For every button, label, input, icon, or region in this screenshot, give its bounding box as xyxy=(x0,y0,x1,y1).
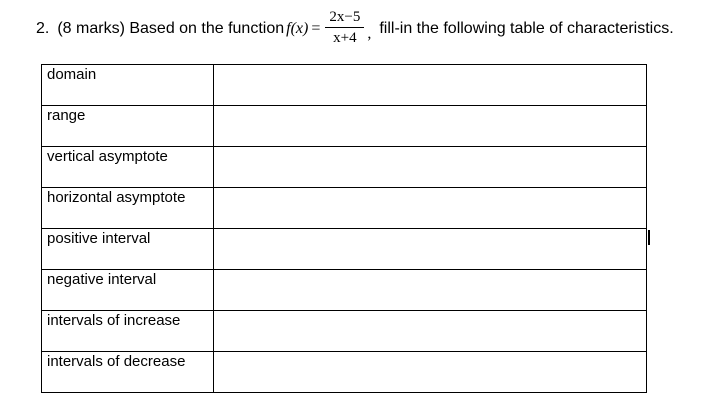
fraction-denominator: x+4 xyxy=(333,30,357,46)
table-row xyxy=(42,352,647,393)
equals-sign: = xyxy=(311,20,321,37)
function-expression xyxy=(286,10,364,48)
row-label: domain xyxy=(42,65,214,106)
function-name: f(x) xyxy=(286,20,309,37)
answer-cell[interactable] xyxy=(214,229,647,270)
table-row xyxy=(42,311,647,352)
row-label: positive interval xyxy=(42,229,214,270)
text-cursor-mark xyxy=(648,230,650,245)
answer-cell[interactable] xyxy=(214,106,647,147)
question-text xyxy=(36,7,674,51)
fraction-numerator: 2x−5 xyxy=(325,9,364,28)
table-row xyxy=(42,188,647,229)
characteristics-table xyxy=(41,64,647,393)
answer-cell[interactable] xyxy=(214,270,647,311)
row-label: range xyxy=(42,106,214,147)
table-row xyxy=(42,229,647,270)
row-label: horizontal asymptote xyxy=(42,188,214,229)
table-row xyxy=(42,270,647,311)
answer-cell[interactable] xyxy=(214,147,647,188)
table-row xyxy=(42,65,647,106)
question-prefix: (8 marks) Based on the function xyxy=(57,20,285,37)
answer-cell[interactable] xyxy=(214,65,647,106)
question-number: 2. xyxy=(36,20,50,37)
row-label: negative interval xyxy=(42,270,214,311)
table-row xyxy=(42,147,647,188)
function-fraction xyxy=(325,9,364,47)
row-label: intervals of increase xyxy=(42,311,214,352)
question-suffix: fill-in the following table of characteristics. xyxy=(379,20,674,37)
answer-cell[interactable] xyxy=(214,188,647,229)
row-label: intervals of decrease xyxy=(42,352,214,393)
row-label: vertical asymptote xyxy=(42,147,214,188)
comma: , xyxy=(367,25,372,42)
answer-cell[interactable] xyxy=(214,311,647,352)
table-row xyxy=(42,106,647,147)
answer-cell[interactable] xyxy=(214,352,647,393)
